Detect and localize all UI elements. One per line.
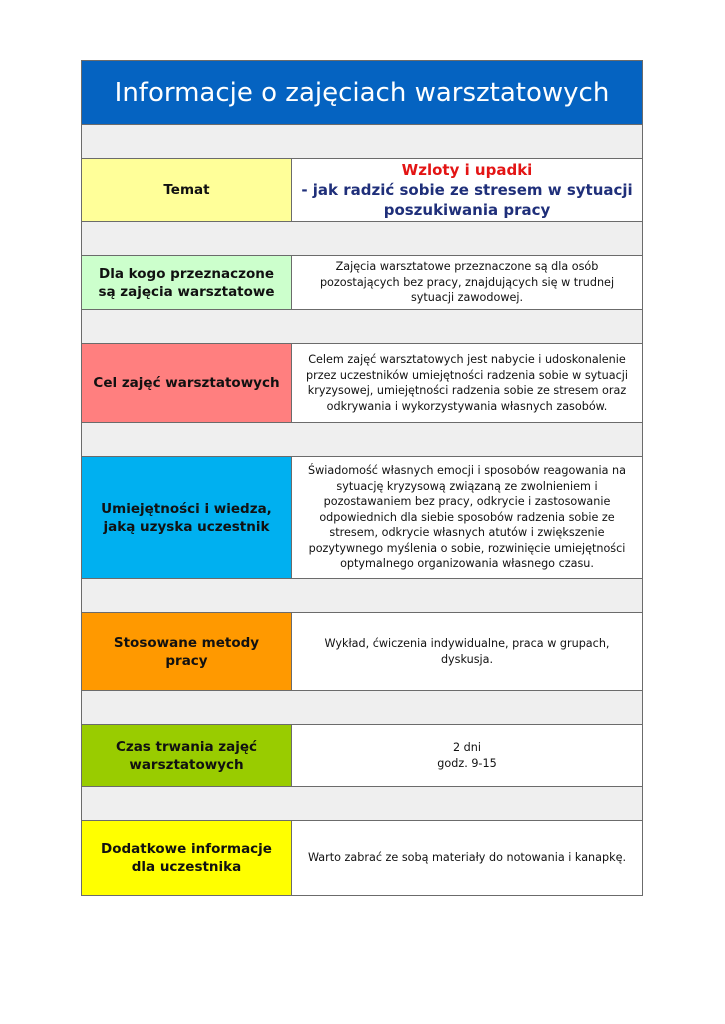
row-spacer [82, 787, 642, 821]
topic-title: Wzloty i upadki [401, 161, 533, 179]
row-spacer [82, 423, 642, 457]
value-dla-kogo: Zajęcia warsztatowe przeznaczone są dla osób pozostających bez pracy, znajdujących się w trudnej sytuacji zawodowej. [292, 256, 642, 309]
row-czas [82, 725, 642, 787]
topic-subtitle-line-2: poszukiwania pracy [383, 201, 551, 219]
label-dla-kogo: Dla kogo przeznaczone są zajęcia warsztatowe [82, 256, 292, 309]
row-spacer [82, 222, 642, 256]
page-title: Informacje o zajęciach warsztatowych [82, 61, 642, 125]
label-czas: Czas trwania zajęć warsztatowych [82, 725, 292, 786]
value-umiejetnosci: Świadomość własnych emocji i sposobów reagowania na sytuację kryzysową związaną ze zwolnieniem i pozostawaniem bez pracy, odkrycie i zastosowanie odpowiednich dla siebie sposobów radzenia sobie ze stresem, odkrycie własnych atutów i zwiększenie pozytywnego myślenia o sobie, rozwinięcie umiejętności optymalnego organizowania własnego czasu. [292, 457, 642, 578]
info-table [81, 60, 643, 896]
row-dodatkowe [82, 821, 642, 895]
row-dla-kogo [82, 256, 642, 310]
label-cel: Cel zajęć warsztatowych [82, 344, 292, 422]
row-spacer [82, 579, 642, 613]
value-czas [292, 725, 642, 786]
row-cel [82, 344, 642, 423]
row-metody [82, 613, 642, 691]
label-metody: Stosowane metody pracy [82, 613, 292, 690]
duration-days: 2 dni [453, 741, 481, 754]
label-dodatkowe: Dodatkowe informacje dla uczestnika [82, 821, 292, 895]
row-spacer [82, 691, 642, 725]
label-temat: Temat [82, 159, 292, 221]
row-spacer [82, 125, 642, 159]
value-dodatkowe: Warto zabrać ze sobą materiały do notowania i kanapkę. [292, 821, 642, 895]
value-cel: Celem zajęć warsztatowych jest nabycie i udoskonalenie przez uczestników umiejętności radzenia sobie w sytuacji kryzysowej, umiejętności radzenia sobie ze stresem oraz odkrywania i wykorzystywania własnych zasobów. [292, 344, 642, 422]
row-temat [82, 159, 642, 222]
value-metody: Wykład, ćwiczenia indywidualne, praca w grupach, dyskusja. [292, 613, 642, 690]
row-umiejetnosci [82, 457, 642, 579]
label-umiejetnosci: Umiejętności i wiedza, jaką uzyska uczestnik [82, 457, 292, 578]
value-temat [292, 159, 642, 221]
topic-subtitle-line-1: - jak radzić sobie ze stresem w sytuacji [301, 181, 633, 199]
duration-hours: godz. 9-15 [437, 756, 497, 770]
row-spacer [82, 310, 642, 344]
